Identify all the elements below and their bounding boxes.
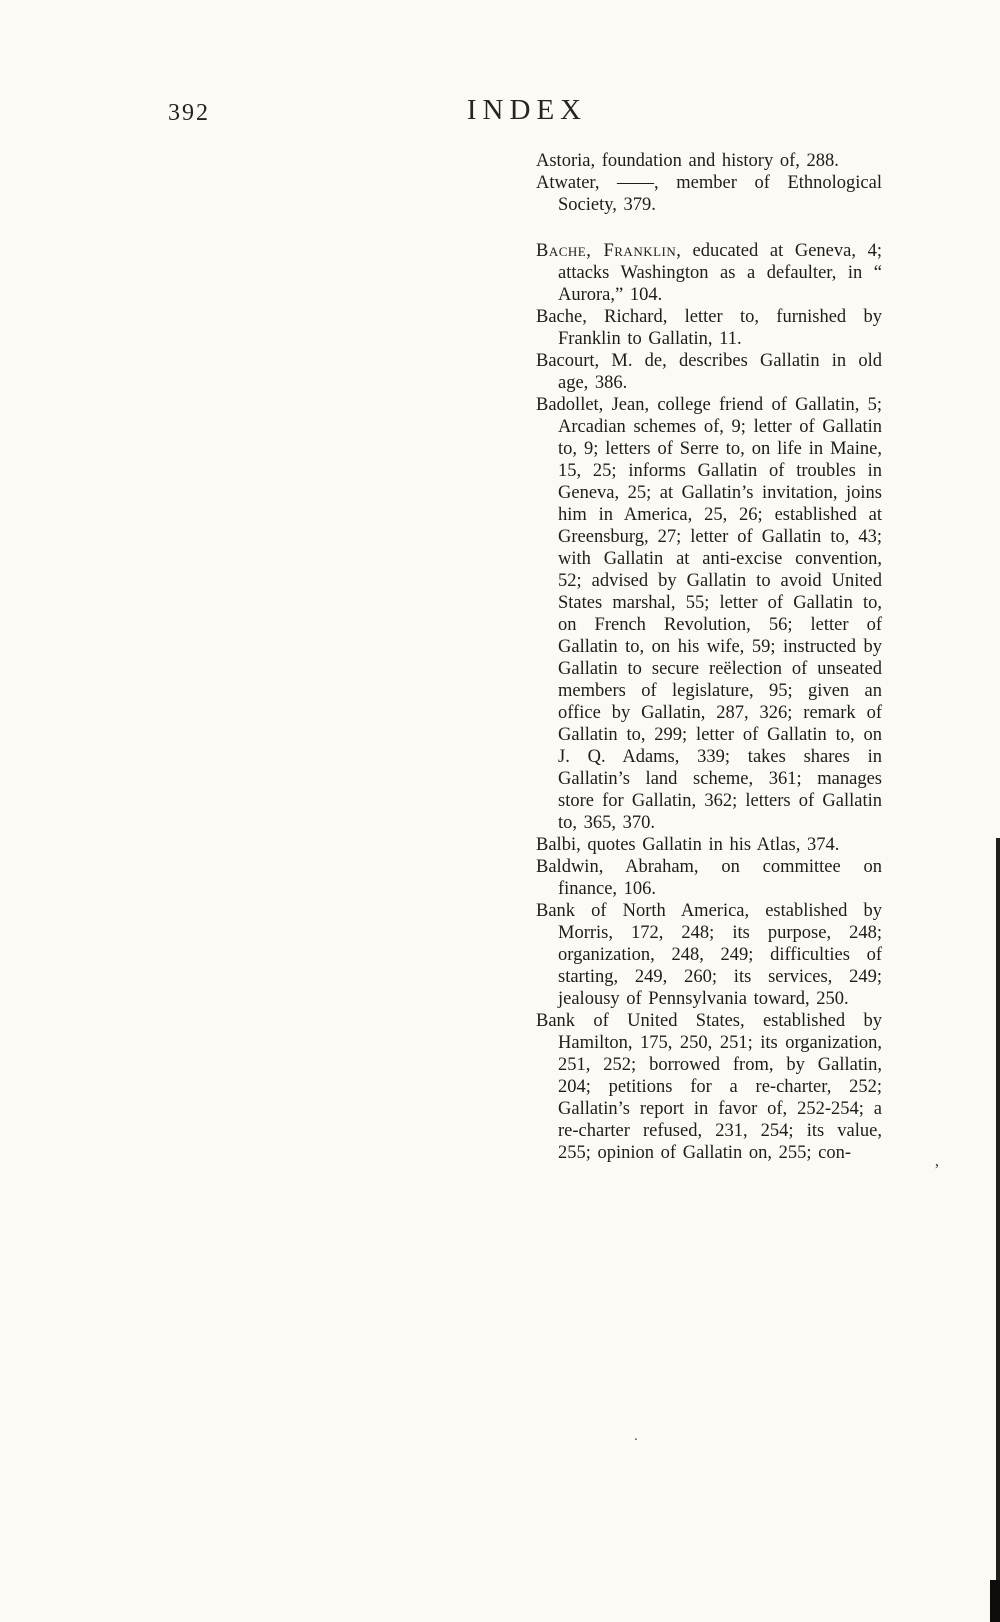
scan-edge-artifact <box>996 838 1000 1622</box>
entry-text: Bacourt, M. de, describes Gallatin in old age, 386. <box>536 351 882 393</box>
entry-text: Baldwin, Abraham, on committee on finance, 106. <box>536 857 882 899</box>
index-entry <box>536 240 882 306</box>
index-entry <box>536 150 882 172</box>
index-entry <box>536 1010 882 1164</box>
page-number: 392 <box>168 100 210 126</box>
index-entry <box>536 306 882 350</box>
entry-text: Balbi, quotes Gallatin in his Atlas, 374. <box>536 835 840 855</box>
entry-text: Bank of North America, established by Morris, 172, 248; its purpose, 248; organization, 248, 249; difficulties of starting, 249, 260; its services, 249; jealousy of Pennsylvania toward, 250. <box>536 901 882 1009</box>
entry-text: , educated at Geneva, 4; attacks Washington as a defaulter, in “ Aurora,” 104. <box>558 241 882 305</box>
entry-text: Badollet, Jean, college friend of Gallatin, 5; Arcadian schemes of, 9; letter of Gallatin to, 9; letters of Serre to, on life in Maine, 15, 25; informs Gallatin of troubles in Geneva, 25; at Gallatin’s invitation, joins him in America, 25, 26; established at Greensburg, 27; letter of Gallatin to, 43; with Gallatin at anti-excise convention, 52; advised by Gallatin to avoid United States marshal, 55; letter of Gallatin to, on French Revolution, 56; letter of Gallatin to, on his wife, 59; instructed by Gallatin to secure reëlection of unseated members of legislature, 95; given an office by Gallatin, 287, 326; remark of Gallatin to, 299; letter of Gallatin to, on J. Q. Adams, 339; takes shares in Gallatin’s land scheme, 361; manages store for Gallatin, 362; letters of Gallatin to, 365, 370. <box>536 395 882 833</box>
scan-speck: ’ <box>934 1160 940 1179</box>
index-entry <box>536 172 882 216</box>
index-entry <box>536 350 882 394</box>
index-entry <box>536 856 882 900</box>
entry-text: Astoria, foundation and history of, 288. <box>536 151 839 171</box>
index-entry <box>536 900 882 1010</box>
entry-text: Bache, Richard, letter to, furnished by Franklin to Gallatin, 11. <box>536 307 882 349</box>
scan-speck: . <box>634 1428 638 1444</box>
index-entry <box>536 394 882 834</box>
entry-text: Atwater, ——, member of Ethnological Society, 379. <box>536 173 882 215</box>
entry-text: Bank of United States, established by Hamilton, 175, 250, 251; its organization, 251, 252; borrowed from, by Gallatin, 204; petitions for a re-charter, 252; Gallatin’s report in favor of, 252-254; a re-charter refused, 231, 254; its value, 255; opinion of Gallatin on, 255; con- <box>536 1011 882 1163</box>
index-entry <box>536 834 882 856</box>
scan-corner-artifact <box>990 1580 1000 1622</box>
entry-lead: Bache, Franklin <box>536 241 677 261</box>
page-title: INDEX <box>466 94 588 126</box>
index-column <box>536 150 882 1164</box>
